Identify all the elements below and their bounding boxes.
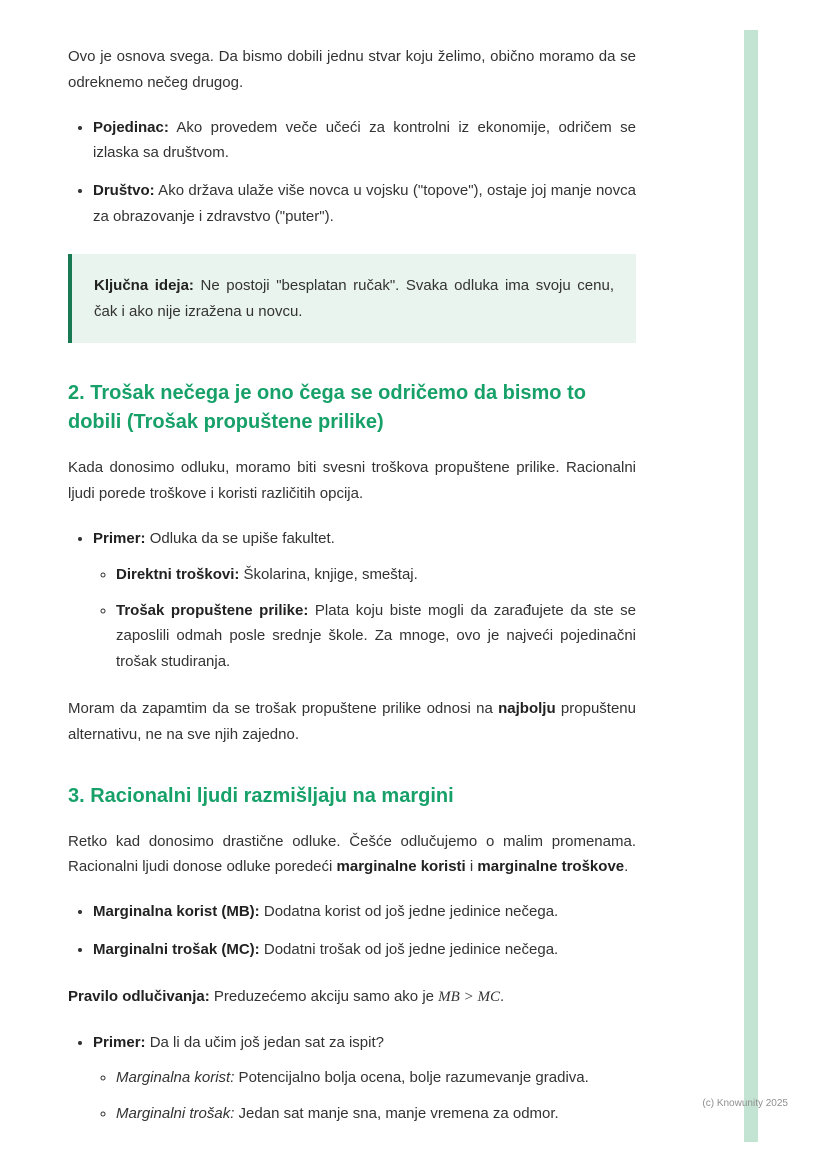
primer-2-sublist	[93, 1065, 636, 1127]
list-item-mc	[93, 937, 636, 963]
page-accent-stripe	[744, 30, 758, 1142]
sublist-item-lead: Direktni troškovi:	[116, 565, 240, 583]
sublist-item-direktni	[116, 562, 636, 588]
list-item-drustvo	[93, 178, 636, 230]
reminder-paragraph	[68, 696, 636, 748]
section-heading-2: 2. Trošak nečega je ono čega se odričemo da bismo to dobili (Trošak propuštene prilike)	[68, 382, 586, 434]
callout-paragraph	[94, 273, 614, 325]
rule-lead: Pravilo odlučivanja:	[68, 987, 210, 1005]
sublist-item-marginalna-korist	[116, 1065, 636, 1091]
list-item-primer	[93, 526, 636, 675]
sublist-item-text: Plata koju biste mogli da zarađujete da ste se zaposlili odmah posle srednje škole. Za mnoge, ovo je najveći pojedinačni trošak studiranja.	[116, 601, 636, 671]
sublist-item-text: Školarina, knjige, smeštaj.	[239, 565, 418, 583]
primer-sublist	[93, 562, 636, 675]
sublist-item-lead: Trošak propuštene prilike:	[116, 601, 309, 619]
callout-text: Ne postoji "besplatan ručak". Svaka odluka ima svoju cenu, čak i ako nije izražena u novcu.	[94, 276, 614, 320]
rule-math-expression: MB > MC	[438, 988, 500, 1005]
list-item-primer-2	[93, 1030, 636, 1127]
sublist-item-trosak	[116, 598, 636, 675]
reminder-post: propuštenu alternativu, ne na sve njih zajedno.	[68, 699, 636, 743]
copyright-footer: (c) Knowunity 2025	[702, 1098, 788, 1109]
list-item-text: Dodatna korist od još jedne jedinice nečega.	[259, 903, 559, 921]
sublist-item-marginalni-trosak	[116, 1101, 636, 1127]
intro-paragraph: Ovo je osnova svega. Da bismo dobili jednu stvar koju želimo, obično moramo da se odreknemo nečeg drugog.	[68, 48, 636, 91]
opportunity-cost-paragraph: Kada donosimo odluku, moramo biti svesni troškova propuštene prilike. Racionalni ljudi porede troškove i koristi različitih opcija.	[68, 459, 636, 503]
sublist-item-lead: Marginalni trošak:	[116, 1105, 235, 1123]
sublist-item-text: Potencijalno bolja ocena, bolje razumevanje gradiva.	[234, 1069, 589, 1087]
key-idea-callout	[68, 254, 636, 344]
list-item-text: Dodatni trošak od još jedne jedinice nečega.	[259, 940, 559, 958]
margin-bold-1: marginalne koristi	[336, 858, 466, 876]
list-item-pojedinac	[93, 115, 636, 167]
callout-lead: Ključna ideja:	[94, 276, 194, 294]
margin-bold-2: marginalne troškove	[477, 858, 625, 876]
tradeoff-examples-list	[68, 115, 636, 230]
list-item-lead: Marginalna korist (MB):	[93, 903, 260, 921]
list-item-mb	[93, 899, 636, 925]
list-item-text: Ako provedem veče učeći za kontrolni iz ekonomije, odričem se izlaska sa društvom.	[93, 118, 636, 162]
opportunity-cost-example-list	[68, 526, 636, 675]
list-item-lead: Pojedinac:	[93, 118, 169, 136]
list-item-lead: Marginalni trošak (MC):	[93, 940, 260, 958]
section-heading-3: 3. Racionalni ljudi razmišljaju na margini	[68, 784, 454, 807]
margin-paragraph	[68, 829, 636, 881]
margin-example-list	[68, 1030, 636, 1127]
list-item-lead: Primer:	[93, 1033, 146, 1051]
margin-mid: i	[465, 858, 478, 876]
list-item-text: Ako država ulaže više novca u vojsku ("topove"), ostaje joj manje novca za obrazovanje i zdravstvo ("puter").	[93, 182, 636, 225]
list-item-lead: Primer:	[93, 529, 146, 547]
margin-pre: Retko kad donosimo drastične odluke. Češće odlučujemo o malim promenama. Racionalni ljudi donose odluke poredeći	[68, 832, 636, 876]
rule-text: Preduzećemo akciju samo ako je	[209, 987, 439, 1005]
sublist-item-text: Jedan sat manje sna, manje vremena za odmor.	[234, 1105, 559, 1123]
reminder-bold: najbolju	[498, 699, 556, 717]
list-item-text: Odluka da se upiše fakultet.	[145, 529, 335, 547]
sublist-item-lead: Marginalna korist:	[116, 1069, 235, 1087]
list-item-text: Da li da učim još jedan sat za ispit?	[145, 1033, 384, 1051]
reminder-pre: Moram da zapamtim da se trošak propuštene prilike odnosi na	[68, 699, 499, 717]
rule-tail: .	[499, 987, 505, 1005]
note-content	[68, 44, 636, 1148]
margin-post: .	[624, 858, 629, 876]
list-item-lead: Društvo:	[93, 182, 155, 200]
marginal-definitions-list	[68, 899, 636, 963]
decision-rule-paragraph	[68, 984, 636, 1011]
